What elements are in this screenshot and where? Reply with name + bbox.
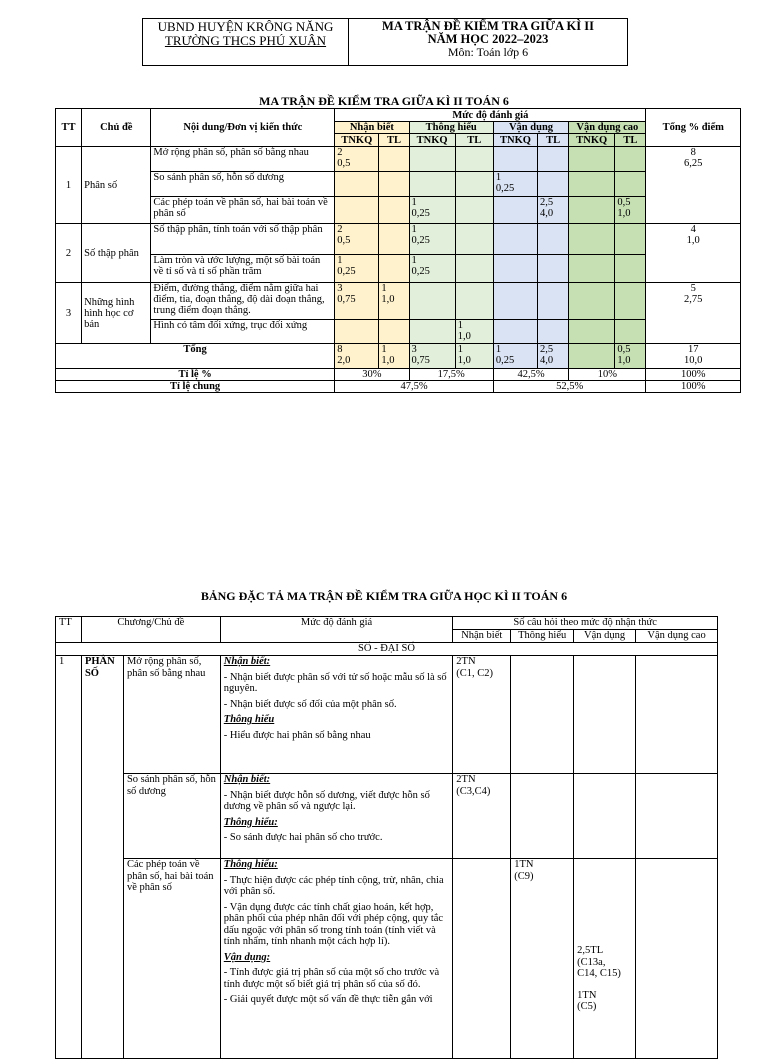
general-cell: 52,5% [493, 381, 646, 393]
level-cell [615, 255, 646, 283]
level-cell [379, 197, 409, 224]
level-cell: 1 0,25 [409, 224, 455, 255]
chapter-name: PHÂN SỐ [81, 656, 123, 1059]
tl-header: TL [379, 134, 409, 147]
nb-item: - Nhận biết được phân số với tử số hoặc mẫu số là số nguyên. [223, 671, 447, 694]
level-cell [615, 172, 646, 197]
level-cell [569, 224, 615, 255]
topic-header: Chủ đề [82, 109, 151, 147]
unit-cell: Mở rộng phân số, phân số bằng nhau [123, 656, 220, 774]
doc-title-line-2: NĂM HỌC 2022–2023 [427, 32, 549, 46]
chapter-header: Chương/Chủ đề [81, 617, 220, 643]
vdc-count [636, 656, 718, 774]
level-cell [569, 197, 615, 224]
sum-cell: 3 0,75 [409, 344, 455, 369]
level-title: Nhận biết: [223, 774, 271, 785]
level-title: Thông hiểu: [223, 816, 278, 828]
ratio-label: Tỉ lệ % [56, 369, 335, 381]
th-item: - Thực hiện được các phép tính cộng, trừ, nhân, chia với phân số. [223, 874, 444, 897]
content-cell: Điểm, đường thẳng, điểm nằm giữa hai điểm, tia, đoạn thẳng, độ dài đoạn thẳng, trung điểm đoạn thẳng. [151, 283, 335, 320]
sum-cell: 1 0,25 [493, 344, 537, 369]
level-cell [379, 255, 409, 283]
level-cell [569, 255, 615, 283]
sum-cell: 1 1,0 [455, 344, 493, 369]
level-cell [493, 320, 537, 344]
level-cell [335, 197, 379, 224]
vd-header: Vận dụng [493, 122, 568, 134]
ratio-cell: 42,5% [493, 369, 568, 381]
th-count: 1TN (C9) [511, 859, 574, 1059]
doc-title-line-1: MA TRẬN ĐỀ KIỂM TRA GIỮA KÌ II [382, 19, 594, 33]
total-cell: 8 6,25 [646, 147, 741, 224]
level-cell [493, 255, 537, 283]
level-cell: 1 0,25 [335, 255, 379, 283]
level-cell [615, 283, 646, 320]
level-cell [455, 255, 493, 283]
level-title: Nhận biết: [223, 656, 271, 667]
level-cell [493, 197, 537, 224]
content-cell: Số thập phân, tính toán với số thập phân [151, 224, 335, 255]
level-cell [569, 172, 615, 197]
nb-count [453, 859, 511, 1059]
level-cell [455, 197, 493, 224]
level-cell: 3 0,75 [335, 283, 379, 320]
level-title: Thông hiểu: [223, 859, 278, 870]
th-count [511, 656, 574, 774]
nb-header: Nhận biết [335, 122, 409, 134]
level-cell [379, 172, 409, 197]
sum-cell: 8 2,0 [335, 344, 379, 369]
spec-vdc-header: Vận dụng cao [636, 630, 718, 643]
tnkq-header: TNKQ [493, 134, 537, 147]
nb-count: 2TN (C1, C2) [453, 656, 511, 774]
level-title: Vận dụng: [223, 951, 271, 963]
level-cell [409, 147, 455, 172]
document-title-cell [349, 19, 628, 66]
level-cell [455, 224, 493, 255]
sum-cell: 2,5 4,0 [538, 344, 569, 369]
topic-tt: 2 [56, 224, 82, 283]
vd-count [574, 774, 636, 859]
vdc-header: Vận dụng cao [569, 122, 646, 134]
nb-item: - Nhận biết được hỗn số dương, viết được hỗn số dương về phân số và ngược lại. [223, 789, 430, 812]
tl-header: TL [455, 134, 493, 147]
level-cell [538, 255, 569, 283]
tl-header: TL [538, 134, 569, 147]
general-label: Tỉ lệ chung [56, 381, 335, 393]
spec-table [55, 616, 718, 1059]
level-cell [538, 224, 569, 255]
tnkq-header: TNKQ [409, 134, 455, 147]
level-cell [335, 320, 379, 344]
description-cell [220, 774, 453, 859]
unit-cell: So sánh phân số, hỗn số dương [123, 774, 220, 859]
level-cell [569, 283, 615, 320]
ratio-cell: 30% [335, 369, 409, 381]
th-header: Thông hiểu [409, 122, 493, 134]
level-cell [379, 147, 409, 172]
section-row: SỐ - ĐẠI SỐ [56, 643, 718, 656]
level-cell [493, 283, 537, 320]
level-cell: 2,5 4,0 [538, 197, 569, 224]
vd-count: 2,5TL (C13a, C14, C15) 1TN (C5) [574, 859, 636, 1059]
level-cell [538, 147, 569, 172]
level-cell [615, 147, 646, 172]
level-cell: 1 1,0 [379, 283, 409, 320]
level-cell [455, 172, 493, 197]
total-cell: 4 1,0 [646, 224, 741, 283]
vdc-count [636, 774, 718, 859]
vdc-count [636, 859, 718, 1059]
content-cell: Các phép toán về phân số, hai bài toán về phân số [151, 197, 335, 224]
ratio-cell: 10% [569, 369, 646, 381]
tt-header: TT [56, 109, 82, 147]
th-item: - Vận dụng được các tính chất giao hoán, kết hợp, phân phối của phép nhân đối với phép cộng, quy tắc dấu ngoặc với phân số trong tính toán (tính viết và tính nhẩm, tính nhanh một cách hợp lí). [223, 901, 444, 947]
level-cell [409, 320, 455, 344]
sum-cell: 1 1,0 [379, 344, 409, 369]
level-cell [538, 283, 569, 320]
level-cell: 2 0,5 [335, 224, 379, 255]
topic-name: Phân số [82, 147, 151, 224]
level-cell [615, 224, 646, 255]
level-cell [379, 320, 409, 344]
vd-item: - Tính được giá trị phân số của một số cho trước và tính được một số biết giá trị phân số của số đó. [223, 967, 440, 990]
spec-vd-header: Vận dụng [574, 630, 636, 643]
topic-tt: 1 [56, 147, 82, 224]
level-cell: 1 0,25 [493, 172, 537, 197]
th-count [511, 774, 574, 859]
sum-total: 17 10,0 [646, 344, 741, 369]
sum-label: Tổng [56, 344, 335, 369]
tl-header: TL [615, 134, 646, 147]
level-cell [569, 147, 615, 172]
subject-line: Môn: Toán lớp 6 [447, 45, 529, 59]
level-cell [455, 283, 493, 320]
content-cell: Làm tròn và ước lượng, một số bài toán về tỉ số và tỉ số phần trăm [151, 255, 335, 283]
level-cell: 1 1,0 [455, 320, 493, 344]
level-cell [455, 147, 493, 172]
spec-level-header: Mức độ đánh giá [220, 617, 453, 643]
topic-name: Số thập phân [82, 224, 151, 283]
level-cell: 1 0,25 [409, 255, 455, 283]
topic-tt: 3 [56, 283, 82, 344]
ratio-cell: 17,5% [409, 369, 493, 381]
level-title: Thông hiểu [223, 714, 275, 725]
sum-cell [569, 344, 615, 369]
nb-count: 2TN (C3,C4) [453, 774, 511, 859]
description-cell [220, 859, 453, 1059]
sum-cell: 0,5 1,0 [615, 344, 646, 369]
general-cell: 47,5% [335, 381, 494, 393]
level-cell [409, 283, 455, 320]
content-cell: So sánh phân số, hỗn số dương [151, 172, 335, 197]
org-line-1: UBND HUYỆN KRÔNG NĂNG [157, 19, 334, 34]
organization-cell [143, 19, 349, 66]
level-cell [538, 172, 569, 197]
content-cell: Hình có tâm đối xứng, trục đối xứng [151, 320, 335, 344]
level-cell: 1 0,25 [409, 197, 455, 224]
level-cell [493, 147, 537, 172]
matrix-table [55, 108, 741, 393]
level-cell [409, 172, 455, 197]
total-cell: 5 2,75 [646, 283, 741, 344]
level-cell [615, 320, 646, 344]
ratio-total: 100% [646, 369, 741, 381]
description-cell [220, 656, 453, 774]
level-cell: 0,5 1,0 [615, 197, 646, 224]
matrix-body [56, 147, 741, 393]
total-header: Tổng % điểm [646, 109, 741, 147]
general-total: 100% [646, 381, 741, 393]
content-cell: Mở rộng phân số, phân số bằng nhau [151, 147, 335, 172]
level-cell [538, 320, 569, 344]
spec-title: BẢNG ĐẶC TẢ MA TRẬN ĐỀ KIỂM TRA GIỮA HỌC KÌ II TOÁN 6 [200, 589, 568, 603]
spec-nb-header: Nhận biết [453, 630, 511, 643]
content-header: Nội dung/Đơn vị kiến thức [151, 109, 335, 147]
vd-item: - Giải quyết được một số vấn đề thực tiễn gắn với [223, 994, 433, 1005]
count-header: Số câu hỏi theo mức độ nhận thức [453, 617, 718, 630]
spec-th-header: Thông hiểu [511, 630, 574, 643]
level-cell [335, 172, 379, 197]
th-item: - Hiểu được hai phân số bằng nhau [223, 729, 371, 741]
tnkq-header: TNKQ [569, 134, 615, 147]
spec-body [56, 656, 718, 1059]
th-item: - So sánh được hai phân số cho trước. [223, 832, 383, 843]
topic-name: Những hình hình học cơ bản [82, 283, 151, 344]
level-cell [493, 224, 537, 255]
tnkq-header: TNKQ [335, 134, 379, 147]
vd-count [574, 656, 636, 774]
level-cell: 2 0,5 [335, 147, 379, 172]
spec-tt-header: TT [56, 617, 82, 643]
level-cell [379, 224, 409, 255]
matrix-title: MA TRẬN ĐỀ KIỂM TRA GIỮA KÌ II TOÁN 6 [259, 94, 509, 108]
header-box [142, 18, 628, 66]
level-cell [569, 320, 615, 344]
level-header: Mức độ đánh giá [335, 109, 646, 122]
nb-item: - Nhận biết được số đối của một phân số. [223, 698, 397, 710]
unit-cell: Các phép toán về phân số, hai bài toán về phân số [123, 859, 220, 1059]
spec-tt: 1 [56, 656, 82, 1059]
org-line-2: TRƯỜNG THCS PHÚ XUÂN [164, 33, 327, 48]
